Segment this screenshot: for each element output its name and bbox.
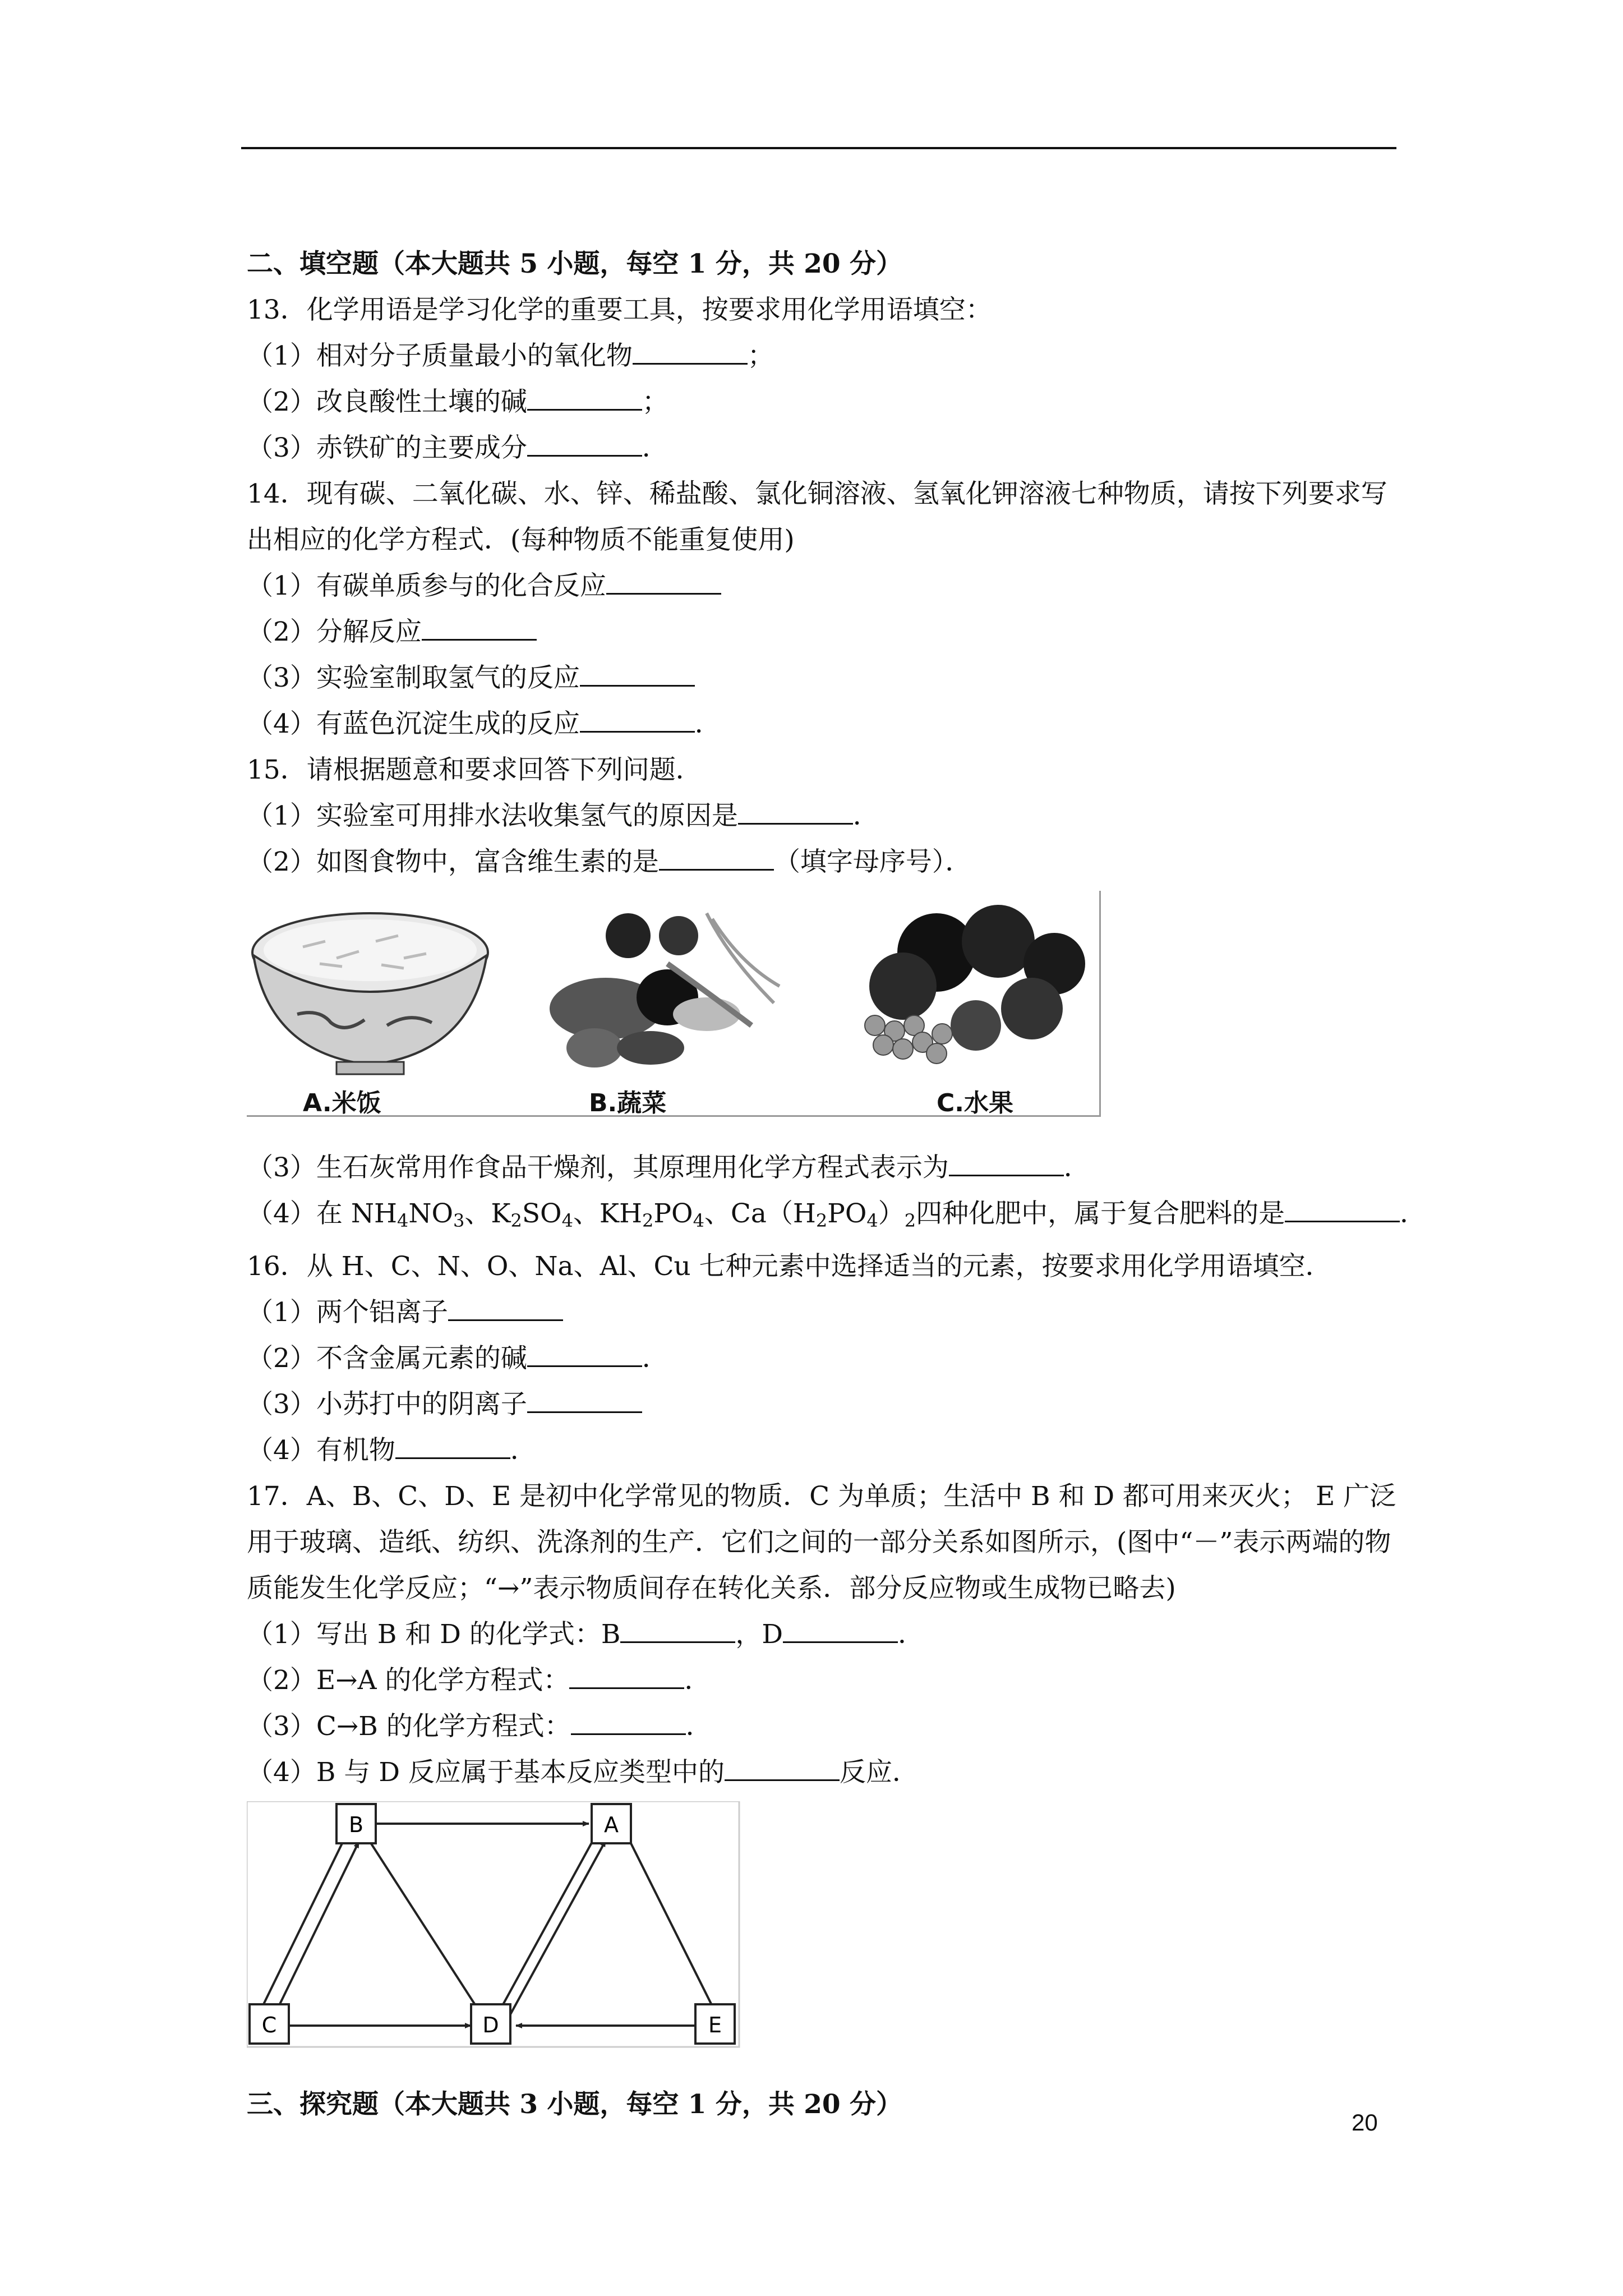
edge-b-c — [261, 1838, 345, 2010]
answer-blank[interactable] — [620, 1619, 735, 1643]
question-16-part-3: （3）小苏打中的阴离子 — [247, 1382, 1413, 1428]
top-rule — [241, 147, 1396, 149]
question-16-stem: 16．从 H、C、N、O、Na、Al、Cu 七种元素中选择适当的元素，按要求用化学用语填空． — [247, 1251, 1332, 1282]
node-d-label: D — [482, 2013, 499, 2037]
question-17-part-3: （3）C→B 的化学方程式： ． — [247, 1711, 712, 1742]
question-14-part-3: （3）实验室制取氢气的反应 — [247, 655, 1413, 701]
node-c-label: C — [261, 2013, 277, 2037]
answer-blank[interactable] — [527, 432, 642, 457]
question-13-part-3: （3）赤铁矿的主要成分 ． — [247, 432, 668, 463]
question-14-part-2: （2）分解反应 — [247, 609, 1413, 655]
question-13-stem: 13．化学用语是学习化学的重要工具，按要求用化学用语填空： — [247, 295, 992, 325]
answer-blank[interactable] — [783, 1619, 898, 1643]
vegetables-image — [538, 902, 785, 1082]
answer-blank[interactable] — [395, 1435, 510, 1459]
question-15-part-3: （3）生石灰常用作食品干燥剂，其原理用化学方程式表示为 ． — [247, 1152, 1090, 1183]
answer-blank[interactable] — [580, 708, 695, 733]
answer-blank[interactable] — [569, 1665, 684, 1689]
edge-d-a — [510, 1841, 606, 2014]
edge-a-e — [628, 1838, 715, 2012]
page-number: 20 — [1352, 2109, 1378, 2136]
question-16-part-4: （4）有机物 ． — [247, 1435, 537, 1466]
question-16-part-2: （2）不含金属元素的碱 ． — [247, 1343, 668, 1374]
question-17-part-1: （1）写出 B 和 D 的化学式：B ，D ． — [247, 1619, 925, 1650]
food-label-b: B.蔬菜 — [589, 1089, 667, 1117]
relation-diagram — [247, 1801, 740, 2048]
edge-a-d — [499, 1838, 594, 2012]
section-heading: 二、填空题（本大题共 5 小题，每空 1 分，共 20 分） — [247, 249, 902, 279]
question-14-stem: 14．现有碳、二氧化碳、水、锌、稀盐酸、氯化铜溶液、氢氧化钾溶液七种物质，请按下列要求写出相应的化学方程式．(每种物质不能重复使用) — [247, 478, 1387, 555]
answer-blank[interactable] — [580, 662, 695, 687]
node-e-label: E — [708, 2013, 722, 2037]
question-15-part-1: （1）实验室可用排水法收集氢气的原因是 ． — [247, 800, 879, 831]
answer-blank[interactable] — [949, 1152, 1064, 1176]
answer-blank[interactable] — [659, 846, 774, 871]
edge-b-d — [367, 1838, 479, 2012]
answer-blank[interactable] — [527, 1343, 642, 1367]
answer-blank[interactable] — [633, 341, 748, 365]
answer-blank[interactable] — [422, 616, 537, 641]
section-heading: 三、探究题（本大题共 3 小题，每空 1 分，共 20 分） — [247, 2089, 902, 2120]
answer-blank[interactable] — [527, 1389, 642, 1413]
node-b-label: B — [348, 1812, 364, 1837]
answer-blank[interactable] — [606, 570, 721, 595]
answer-blank[interactable] — [725, 1757, 840, 1781]
question-15-part-2: （2）如图食物中，富含维生素的是 （填字母序号）． — [247, 846, 972, 877]
question-17-stem: 17．A、B、C、D、E 是初中化学常见的物质．C 为单质；生活中 B 和 D 都可用来灭火； E 广泛用于玻璃、造纸、纺织、洗涤剂的生产．它们之间的一部分关系如图所示，(图中“－”表示两端的物质能发生化学反应；“→”表示物质间存在转化关系．部分反应物或生成物已略去) — [247, 1481, 1396, 1604]
node-a-label: A — [604, 1812, 619, 1837]
question-16-part-1: （1）两个铝离子 — [247, 1290, 1413, 1336]
fruit-image — [852, 902, 1088, 1082]
food-figure — [247, 891, 1101, 1117]
question-14-part-4: （4）有蓝色沉淀生成的反应 ． — [247, 708, 721, 739]
answer-blank[interactable] — [527, 386, 642, 411]
question-17-part-4: （4）B 与 D 反应属于基本反应类型中的 反应． — [247, 1757, 919, 1788]
question-15-stem: 15．请根据题意和要求回答下列问题． — [247, 754, 702, 785]
answer-blank[interactable] — [738, 800, 853, 825]
relation-diagram-svg — [247, 1801, 740, 2048]
question-13-part-1: （1）相对分子质量最小的氧化物 ； — [247, 341, 774, 371]
food-label-a: A.米饭 — [303, 1089, 381, 1117]
question-17-part-2: （2）E→A 的化学方程式： ． — [247, 1665, 711, 1696]
question-15-part-4: （4）在 $NH_4NO_3$、$K_2SO_4$、$KH_2PO_4$、$Ca(H_2PO_4)_2$四种化肥中，属于复合肥料的是 ． — [247, 1198, 1427, 1231]
edge-c-b — [275, 1842, 359, 2014]
food-label-c: C.水果 — [937, 1089, 1014, 1117]
answer-blank[interactable] — [571, 1711, 686, 1735]
rice-bowl-image — [247, 902, 494, 1082]
document-body — [247, 241, 1427, 2128]
answer-blank[interactable] — [1285, 1198, 1400, 1222]
question-13-part-2: （2）改良酸性土壤的碱 ； — [247, 386, 668, 417]
question-14-part-1: （1）有碳单质参与的化合反应 — [247, 563, 1413, 609]
answer-blank[interactable] — [448, 1297, 563, 1321]
